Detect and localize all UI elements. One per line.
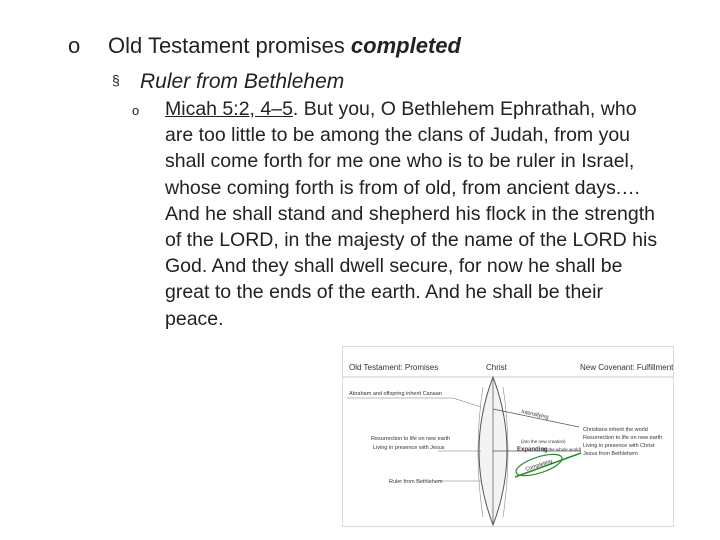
left-item: Living in presence with Jesus: [373, 445, 445, 451]
level1-item: [68, 33, 461, 59]
right-item: Living in presence with Christ: [583, 443, 655, 449]
right-item: Jesus from Bethlehem: [583, 451, 638, 457]
left-item: Abraham and offspring inherit Canaan: [349, 391, 442, 397]
level1-text: Old Testament promises: [108, 33, 351, 58]
right-item: Resurrection to life on new earth: [583, 435, 663, 441]
scripture-text: . But you, O Bethlehem Ephrathah, who are too little to be among the clans of Judah, from you shall come forth for me one who is to be ruler in Israel, whose coming forth is from of old, from ancient days.… And he shall stand and shepherd his flock in the strength of the LORD, in the majesty of the name of the LORD his God. And they shall dwell secure, for now he shall be great to the ends of the earth. And he shall be their peace.: [165, 98, 658, 330]
diagram-canvas: [343, 347, 673, 526]
col-christ-header: Christ: [486, 363, 507, 372]
circle-bullet-icon: o: [68, 33, 81, 58]
fulfillment-diagram: [342, 346, 674, 527]
mid-label: (to the whole world): [542, 447, 582, 452]
level2-item: [112, 67, 344, 95]
scripture-reference-link[interactable]: Micah 5:2, 4–5: [165, 98, 293, 120]
mid-label: Expanding: [517, 447, 548, 453]
left-item: Resurrection to life on new earth: [371, 436, 451, 442]
col-new-header: New Covenant: Fulfillment: [580, 363, 673, 372]
circle-bullet-icon: o: [132, 103, 140, 118]
level1-emphasis: completed: [350, 33, 461, 58]
level2-text: Ruler from Bethlehem: [140, 70, 345, 93]
square-bullet-icon: §: [112, 72, 120, 88]
scripture-paragraph: [165, 96, 665, 332]
left-item: Ruler from Bethlehem: [389, 479, 443, 485]
mid-label: (into the new creation): [521, 439, 566, 444]
col-old-header: Old Testament: Promises: [349, 363, 439, 372]
right-item: Christians inherit the world: [583, 427, 648, 433]
mid-label: Completing: [524, 458, 554, 473]
mid-label: Intensifying: [520, 409, 550, 421]
